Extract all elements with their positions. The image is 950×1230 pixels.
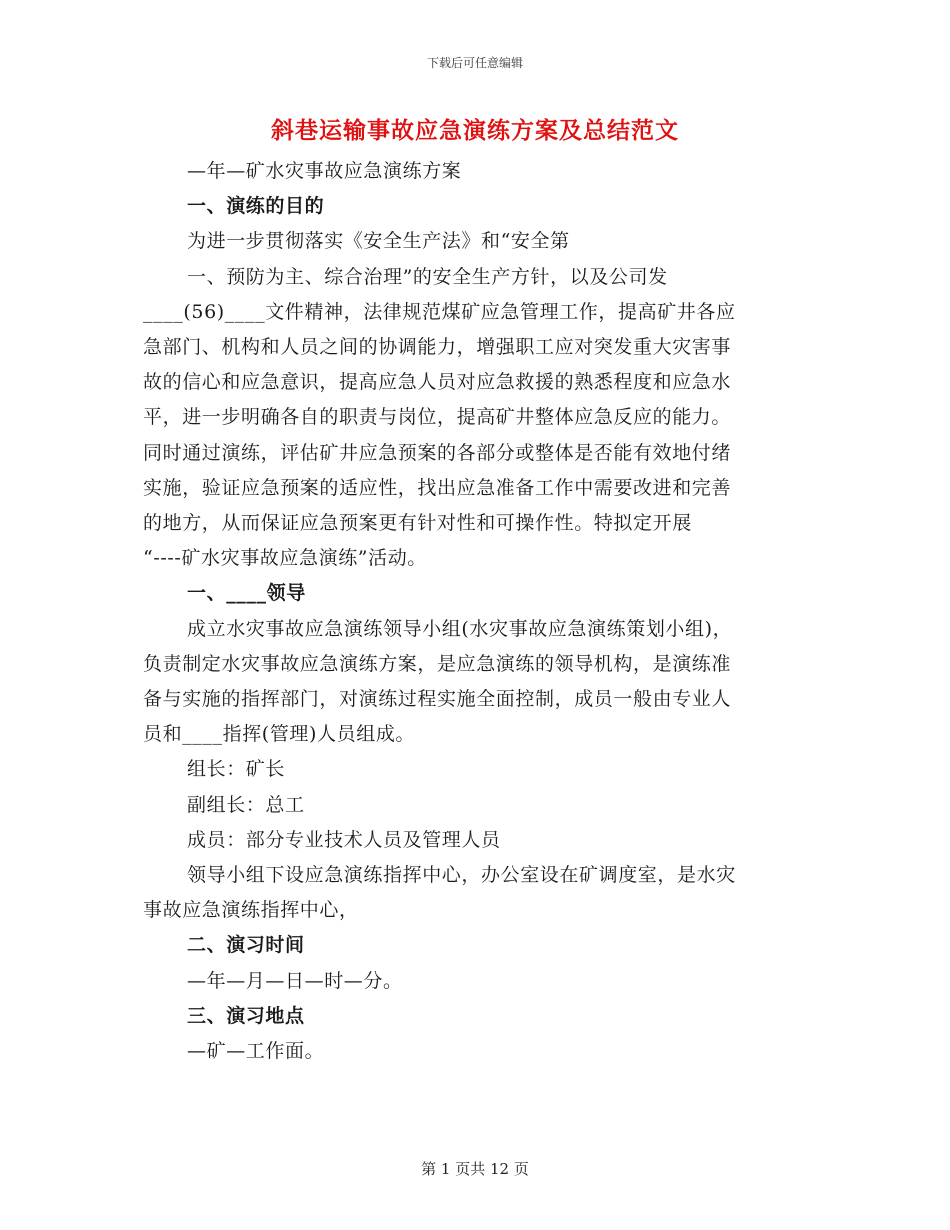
body-line: 的地方，从而保证应急预案更有针对性和可操作性。特拟定开展	[143, 512, 692, 534]
body-line: 备与实施的指挥部门，对演练过程实施全面控制，成员一般由专业人	[143, 688, 732, 710]
page-header: 下载后可任意编辑	[426, 56, 523, 70]
section-heading: 三、演习地点	[187, 1004, 305, 1027]
body-line: —年—月—日—时—分。	[187, 969, 403, 992]
body-line: 领导小组下设应急演练指挥中心，办公室设在矿调度室，是水灾	[187, 864, 736, 886]
body-line: —年—矿水灾事故应急演练方案	[187, 160, 462, 182]
body-line: 为进一步贯彻落实《安全生产法》和“安全第	[187, 230, 570, 253]
body-line: 组长：矿长	[187, 758, 286, 781]
page-footer: 第 1 页共 12 页	[421, 1160, 529, 1178]
body-line: 故的信心和应急意识，提高应急人员对应急救援的熟悉程度和应急水	[143, 371, 732, 394]
document-title: 斜巷运输事故应急演练方案及总结范文	[271, 117, 679, 144]
body-line: 平，进一步明确各自的职责与岗位，提高矿井整体应急反应的能力。	[143, 406, 732, 429]
body-line: —矿—工作面。	[187, 1040, 325, 1062]
body-line: 员和____指挥(管理)人员组成。	[143, 723, 416, 746]
section-heading: 二、演习时间	[187, 934, 305, 957]
body-line: 负责制定水灾事故应急演练方案，是应急演练的领导机构，是演练准	[143, 652, 732, 675]
body-line: 成员：部分专业技术人员及管理人员	[187, 828, 501, 851]
body-line: ____(56)____文件精神，法律规范煤矿应急管理工作，提高矿井各应	[143, 300, 736, 323]
section-heading: 一、____领导	[187, 582, 306, 605]
body-line: 事故应急演练指挥中心，	[143, 899, 359, 922]
section-heading: 一、演练的目的	[187, 195, 325, 218]
body-line: 急部门、机构和人员之间的协调能力，增强职工应对突发重大灾害事	[143, 336, 732, 358]
body-line: 副组长：总工	[187, 793, 305, 816]
body-line: 同时通过演练，评估矿井应急预案的各部分或整体是否能有效地付绪	[143, 441, 732, 464]
body-line: 一、预防为主、综合治理”的安全生产方针，以及公司发	[187, 265, 668, 288]
body-line: 实施，验证应急预案的适应性，找出应急准备工作中需要改进和完善	[143, 476, 732, 499]
body-line: 成立水灾事故应急演练领导小组(水灾事故应急演练策划小组)，	[187, 617, 733, 640]
body-line: “----矿水灾事故应急演练”活动。	[143, 547, 427, 570]
